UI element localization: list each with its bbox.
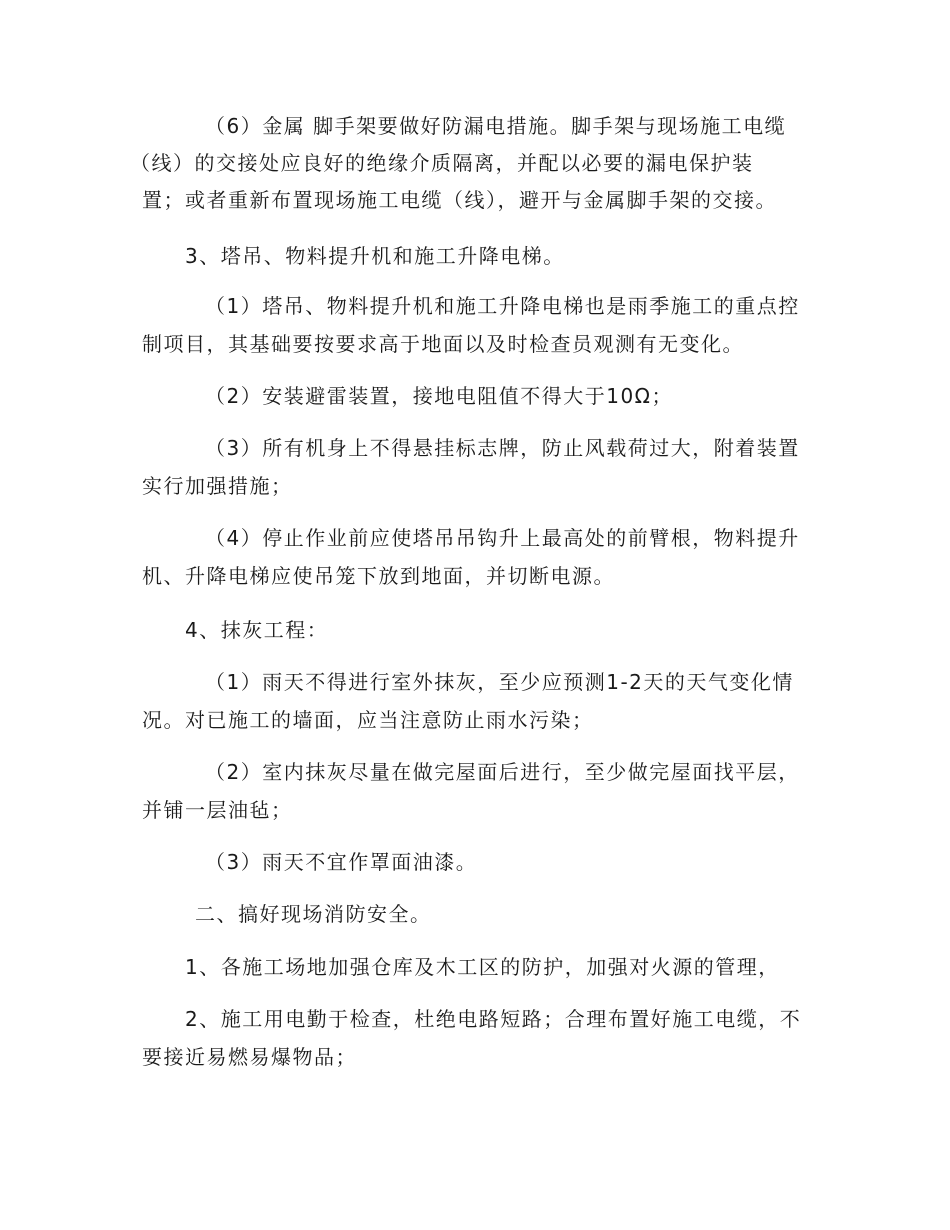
paragraph-plaster-2-line-1: （2）室内抹灰尽量在做完屋面后进行，至少做完屋面找平层，: [205, 760, 800, 784]
paragraph-scaffold-line-2: （线）的交接处应良好的绝缘介质隔离，并配以必要的漏电保护装: [130, 151, 754, 175]
paragraph-crane-4-line-1: （4）停止作业前应使塔吊吊钩升上最高处的前臂根，物料提升: [205, 526, 800, 550]
section-heading-tower-crane: 3、塔吊、物料提升机和施工升降电梯。: [185, 244, 565, 268]
paragraph-plaster-1-line-1: （1）雨天不得进行室外抹灰，至少应预测1-2天的天气变化情: [205, 670, 794, 694]
paragraph-crane-4-line-2: 机、升降电梯应使吊笼下放到地面，并切断电源。: [142, 564, 615, 588]
paragraph-crane-3-line-1: （3）所有机身上不得悬挂标志牌，防止风载荷过大，附着装置: [205, 436, 800, 460]
paragraph-fire-2-line-1: 2、施工用电勤于检查，杜绝电路短路；合理布置好施工电缆，不: [185, 1007, 802, 1031]
paragraph-plaster-1-line-2: 况。对已施工的墙面，应当注意防止雨水污染；: [142, 708, 594, 732]
paragraph-scaffold-line-1: （6）金属 脚手架要做好防漏电措施。脚手架与现场施工电缆: [205, 114, 787, 138]
paragraph-plaster-3: （3）雨天不宜作罩面油漆。: [205, 850, 478, 874]
paragraph-fire-2-line-2: 要接近易燃易爆物品；: [142, 1045, 357, 1069]
paragraph-crane-2: （2）安装避雷装置，接地电阻值不得大于10Ω；: [205, 384, 673, 408]
paragraph-scaffold-line-3: 置；或者重新布置现场施工电缆（线），避开与金属脚手架的交接。: [142, 188, 777, 212]
paragraph-crane-3-line-2: 实行加强措施；: [142, 474, 293, 498]
section-heading-plastering: 4、抹灰工程：: [185, 618, 329, 642]
paragraph-fire-1: 1、各施工场地加强仓库及木工区的防护，加强对火源的管理，: [185, 955, 780, 979]
paragraph-plaster-2-line-2: 并铺一层油毡；: [142, 798, 293, 822]
paragraph-crane-1-line-2: 制项目，其基础要按要求高于地面以及时检查员观测有无变化。: [142, 332, 744, 356]
section-heading-fire-safety: 二、搞好现场消防安全。: [195, 902, 432, 926]
paragraph-crane-1-line-1: （1）塔吊、物料提升机和施工升降电梯也是雨季施工的重点控: [205, 294, 800, 318]
